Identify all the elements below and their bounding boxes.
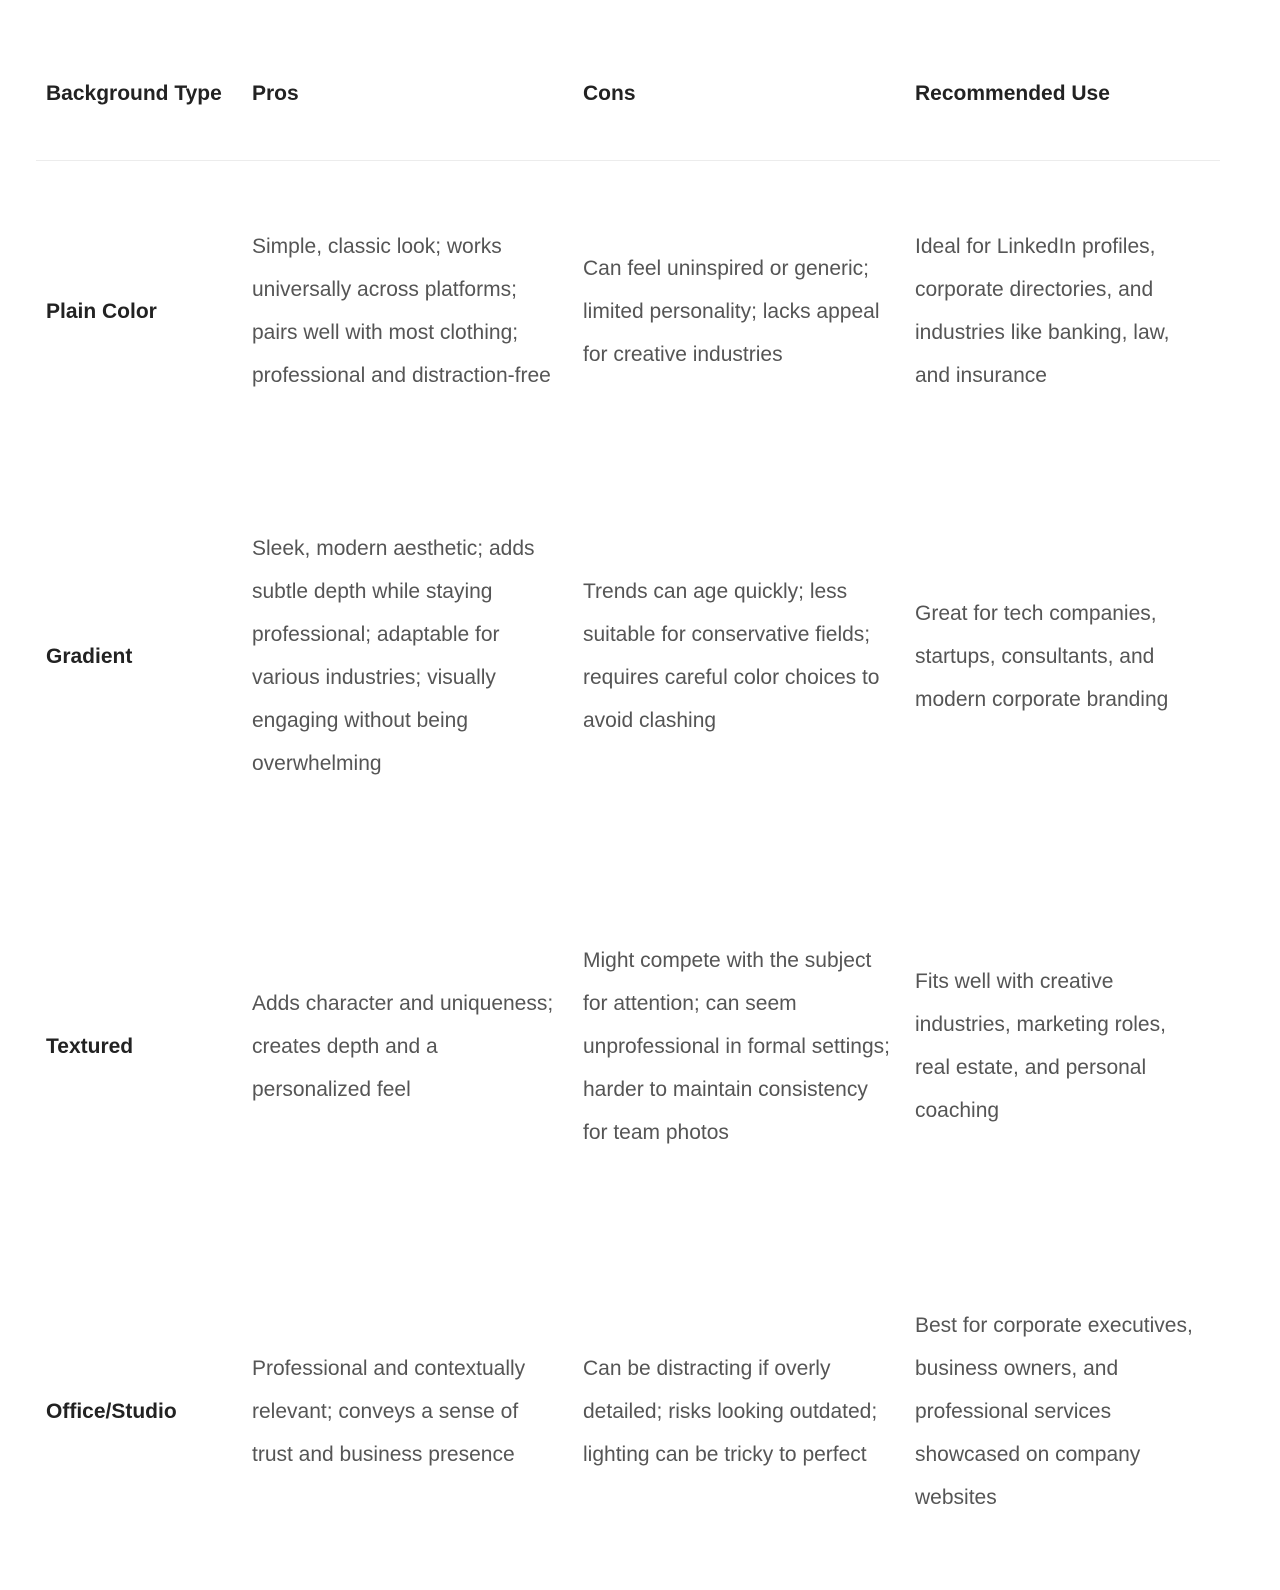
cell-pros: Professional and contextually relevant; conveys a sense of trust and business presence — [252, 1356, 526, 1466]
cell-cons: Might compete with the subject for attention; can seem unprofessional in formal settings; harder to maintain consistency for team photos — [583, 948, 890, 1144]
cell-cons: Can be distracting if overly detailed; risks looking outdated; lighting can be tricky to perfect — [583, 1356, 878, 1466]
table-row — [36, 461, 1220, 851]
header-row — [36, 26, 1220, 161]
cell-background-type: Gradient — [46, 644, 133, 668]
header-background-type: Background Type — [36, 26, 242, 161]
cell-recommended-use: Fits well with creative industries, marketing roles, real estate, and personal coaching — [915, 970, 1166, 1122]
cell-pros: Sleek, modern aesthetic; adds subtle depth while staying professional; adaptable for various industries; visually engaging without being overwhelming — [252, 537, 535, 775]
table-row — [36, 161, 1220, 462]
cell-background-type: Office/Studio — [46, 1399, 177, 1423]
header-pros: Pros — [242, 26, 573, 161]
cell-recommended-use: Ideal for LinkedIn profiles, corporate directories, and industries like banking, law, and insurance — [915, 235, 1170, 387]
background-comparison-table — [36, 26, 1220, 1581]
table-body — [36, 161, 1220, 1582]
header-recommended-use: Recommended Use — [905, 26, 1220, 161]
table-row — [36, 851, 1220, 1241]
table-header — [36, 26, 1220, 161]
header-cons: Cons — [573, 26, 905, 161]
cell-pros: Adds character and uniqueness; creates depth and a personalized feel — [252, 991, 554, 1101]
table-row — [36, 1241, 1220, 1581]
cell-background-type: Textured — [46, 1034, 134, 1058]
cell-recommended-use: Best for corporate executives, business owners, and professional services showcased on company websites — [915, 1313, 1193, 1509]
cell-background-type: Plain Color — [46, 299, 157, 323]
comparison-table-container — [36, 26, 1220, 1581]
cell-cons: Can feel uninspired or generic; limited personality; lacks appeal for creative industries — [583, 256, 880, 366]
cell-recommended-use: Great for tech companies, startups, consultants, and modern corporate branding — [915, 601, 1169, 711]
cell-pros: Simple, classic look; works universally across platforms; pairs well with most clothing; professional and distraction-free — [252, 235, 551, 387]
cell-cons: Trends can age quickly; less suitable for conservative fields; requires careful color choices to avoid clashing — [583, 580, 880, 732]
